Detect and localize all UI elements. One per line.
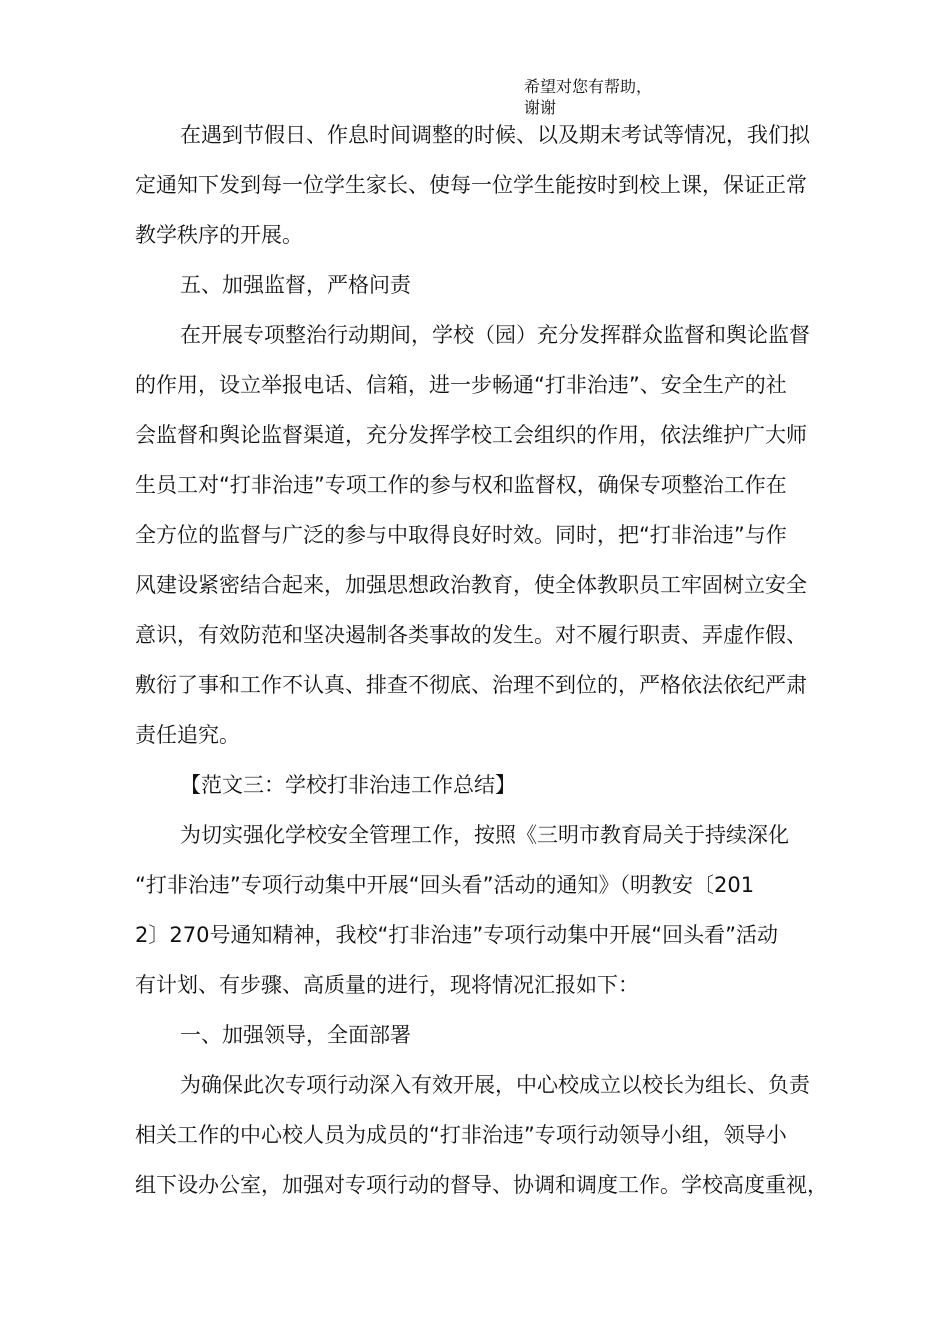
- section-heading: 五、加强监督，严格问责: [180, 273, 411, 297]
- paragraph-line: “打非治违”专项行动集中开展“回头看”活动的通知》（明教安〔201: [135, 873, 755, 897]
- paragraph-line: 全方位的监督与广泛的参与中取得良好时效。同时，把“打非治违”与作: [135, 523, 787, 547]
- paragraph-line: 定通知下发到每一位学生家长、使每一位学生能按时到校上课，保证正常: [135, 173, 807, 197]
- paragraph-line: 风建设紧密结合起来，加强思想政治教育，使全体教职员工牢固树立安全: [135, 573, 807, 597]
- header-note-line-2: 谢谢: [524, 98, 557, 117]
- paragraph-line: 组下设办公室，加强对专项行动的督导、协调和调度工作。学校高度重视，: [135, 1173, 828, 1197]
- header-note-line-1: 希望对您有帮助，: [524, 77, 653, 96]
- paragraph-line: 2〕270号通知精神，我校“打非治违”专项行动集中开展“回头看”活动: [135, 923, 778, 947]
- paragraph-line: 敷衍了事和工作不认真、排查不彻底、治理不到位的，严格依法依纪严肃: [135, 673, 807, 697]
- section-heading: 一、加强领导，全面部署: [180, 1023, 411, 1047]
- paragraph-line: 在遇到节假日、作息时间调整的时候、以及期末考试等情况，我们拟: [180, 123, 810, 147]
- paragraph-line: 生员工对“打非治违”专项工作的参与权和监督权，确保专项整治工作在: [135, 473, 787, 497]
- paragraph-line: 会监督和舆论监督渠道，充分发挥学校工会组织的作用，依法维护广大师: [135, 423, 807, 447]
- header-note: [524, 76, 652, 118]
- paragraph-line: 责任追究。: [135, 723, 240, 747]
- paragraph-line: 为切实强化学校安全管理工作，按照《三明市教育局关于持续深化: [180, 823, 789, 847]
- article-heading: 【范文三：学校打非治违工作总结】: [180, 773, 516, 797]
- paragraph-line: 教学秩序的开展。: [135, 223, 303, 247]
- paragraph-line: 意识，有效防范和坚决遏制各类事故的发生。对不履行职责、弄虚作假、: [135, 623, 807, 647]
- paragraph-line: 相关工作的中心校人员为成员的“打非治违”专项行动领导小组，领导小: [135, 1123, 787, 1147]
- paragraph-line: 在开展专项整治行动期间，学校（园）充分发挥群众监督和舆论监督: [180, 323, 810, 347]
- paragraph-line: 有计划、有步骤、高质量的进行，现将情况汇报如下：: [135, 973, 639, 997]
- paragraph-line: 的作用，设立举报电话、信箱，进一步畅通“打非治违”、安全生产的社: [135, 373, 787, 397]
- paragraph-line: 为确保此次专项行动深入有效开展，中心校成立以校长为组长、负责: [180, 1073, 810, 1097]
